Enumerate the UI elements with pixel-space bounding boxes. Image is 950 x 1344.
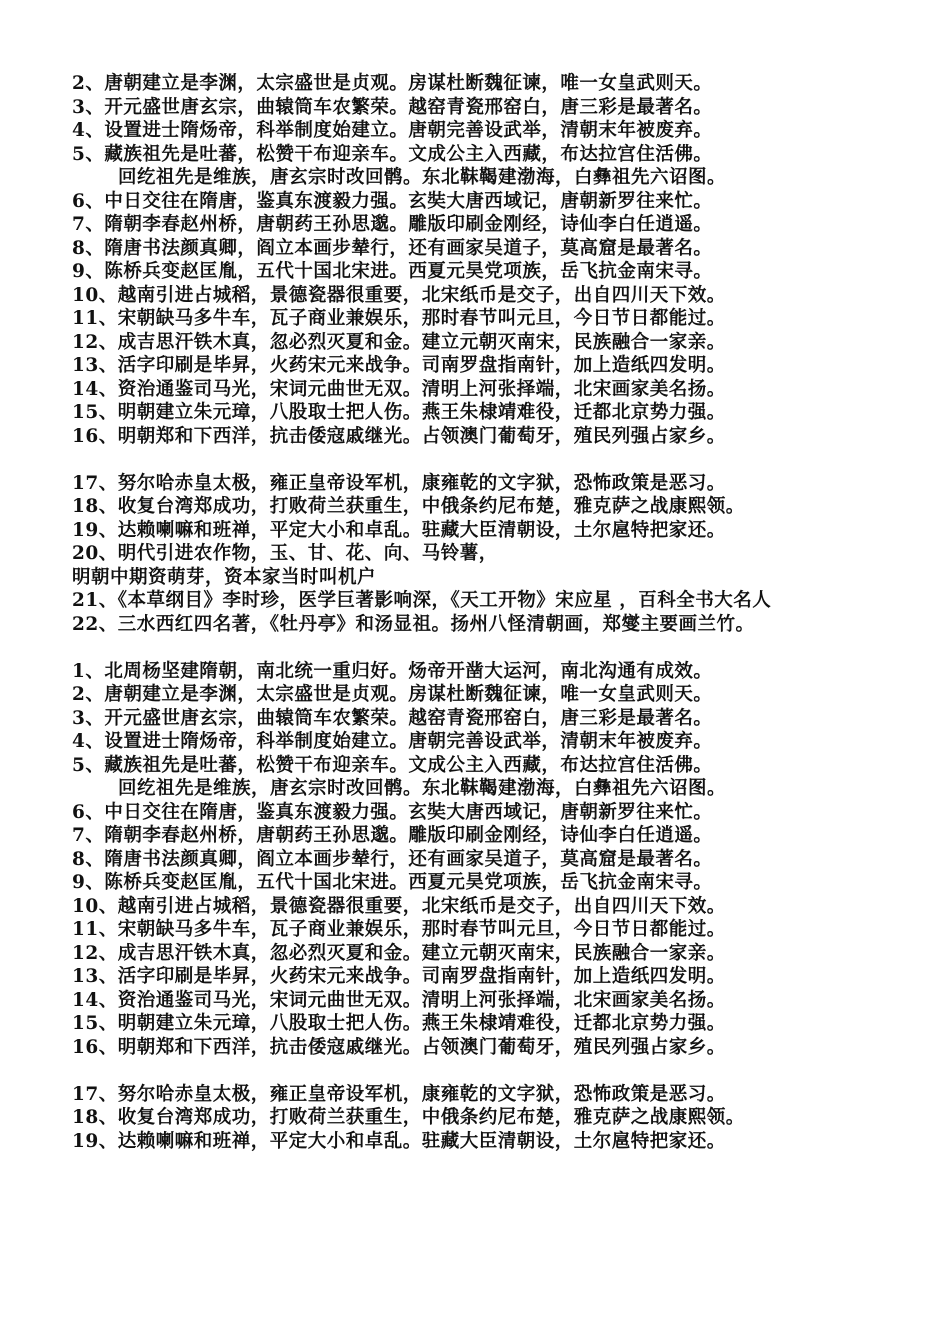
verse-line: 20、明代引进农作物，玉、甘、花、向、马铃薯， [72, 543, 498, 564]
verse-line: 2、唐朝建立是李渊，太宗盛世是贞观。房谋杜断魏征谏，唯一女皇武则天。 [72, 73, 713, 94]
verse-line: 22、三水西红四名著，《牡丹亭》和汤显祖。扬州八怪清朝画，郑燮主要画兰竹。 [72, 613, 755, 635]
verse-block-1 [72, 72, 882, 448]
verse-line: 13、活字印刷是毕昇，火药宋元来战争。司南罗盘指南针，加上造纸四发明。 [72, 355, 726, 376]
paragraph-gap [72, 448, 882, 472]
verse-line: 1、北周杨坚建隋朝，南北统一重归好。炀帝开凿大运河，南北沟通有成效。 [72, 660, 713, 682]
verse-line: 18、收复台湾郑成功，打败荷兰获重生，中俄条约尼布楚，雅克萨之战康熙领。 [72, 1107, 745, 1128]
verse-line: 11、宋朝缺马多牛车，瓦子商业兼娱乐，那时春节叫元旦，今日节日都能过。 [72, 308, 726, 329]
verse-block-4 [72, 1083, 882, 1154]
verse-line: 16、明朝郑和下西洋，抗击倭寇戚继光。占领澳门葡萄牙，殖民列强占家乡。 [72, 1036, 726, 1058]
verse-line: 4、设置进士隋炀帝，科举制度始建立。唐朝完善设武举，清朝末年被废弃。 [72, 731, 713, 752]
verse-line: 7、隋朝李春赵州桥，唐朝药王孙思邈。雕版印刷金刚经，诗仙李白任逍遥。 [72, 825, 713, 846]
verse-line: 10、越南引进占城稻，景德瓷器很重要，北宋纸币是交子，出自四川天下效。 [72, 284, 726, 306]
verse-line: 11、宋朝缺马多牛车，瓦子商业兼娱乐，那时春节叫元旦，今日节日都能过。 [72, 919, 726, 940]
verse-line: 9、陈桥兵变赵匡胤，五代十国北宋进。西夏元昊党项族，岳飞抗金南宋寻。 [72, 872, 713, 893]
verse-block-3 [72, 660, 882, 1060]
verse-line: 5、藏族祖先是吐蕃，松赞干布迎亲车。文成公主入西藏，布达拉宫住活佛。 [72, 754, 713, 776]
verse-line: 14、资治通鉴司马光，宋词元曲世无双。清明上河张择端，北宋画家美名扬。 [72, 378, 726, 400]
verse-line: 7、隋朝李春赵州桥，唐朝药王孙思邈。雕版印刷金刚经，诗仙李白任逍遥。 [72, 214, 713, 235]
verse-line: 21、《本草纲目》李时珍，医学巨著影响深，《天工开物》宋应星 ，百科全书大名人 [72, 590, 772, 611]
document-page [72, 72, 882, 1153]
paragraph-gap [72, 1059, 882, 1083]
verse-line: 明朝中期资萌芽，资本家当时叫机户 [72, 566, 377, 588]
verse-line: 3、开元盛世唐玄宗，曲辕筒车农繁荣。越窑青瓷邢窑白，唐三彩是最著名。 [72, 707, 713, 729]
verse-line: 19、达赖喇嘛和班禅，平定大小和卓乱。驻藏大臣清朝设，土尔扈特把家还。 [72, 519, 726, 541]
verse-line-continuation: 回纥祖先是维族，唐玄宗时改回鹘。东北靺鞨建渤海，白彝祖先六诏图。 [118, 167, 727, 188]
verse-line: 17、努尔哈赤皇太极，雍正皇帝设军机，康雍乾的文字狱，恐怖政策是恶习。 [72, 472, 726, 494]
verse-line: 18、收复台湾郑成功，打败荷兰获重生，中俄条约尼布楚，雅克萨之战康熙领。 [72, 496, 745, 517]
verse-line: 9、陈桥兵变赵匡胤，五代十国北宋进。西夏元昊党项族，岳飞抗金南宋寻。 [72, 261, 713, 282]
verse-line: 16、明朝郑和下西洋，抗击倭寇戚继光。占领澳门葡萄牙，殖民列强占家乡。 [72, 425, 726, 447]
verse-line: 14、资治通鉴司马光，宋词元曲世无双。清明上河张择端，北宋画家美名扬。 [72, 989, 726, 1011]
verse-line: 5、藏族祖先是吐蕃，松赞干布迎亲车。文成公主入西藏，布达拉宫住活佛。 [72, 143, 713, 165]
verse-line: 12、成吉思汗铁木真，忽必烈灭夏和金。建立元朝灭南宋，民族融合一家亲。 [72, 331, 726, 353]
verse-line: 12、成吉思汗铁木真，忽必烈灭夏和金。建立元朝灭南宋，民族融合一家亲。 [72, 942, 726, 964]
verse-line: 17、努尔哈赤皇太极，雍正皇帝设军机，康雍乾的文字狱，恐怖政策是恶习。 [72, 1083, 726, 1105]
verse-line: 13、活字印刷是毕昇，火药宋元来战争。司南罗盘指南针，加上造纸四发明。 [72, 966, 726, 987]
verse-line-continuation: 回纥祖先是维族，唐玄宗时改回鹘。东北靺鞨建渤海，白彝祖先六诏图。 [118, 778, 727, 799]
paragraph-gap [72, 636, 882, 660]
verse-line: 19、达赖喇嘛和班禅，平定大小和卓乱。驻藏大臣清朝设，土尔扈特把家还。 [72, 1130, 726, 1152]
verse-line: 8、隋唐书法颜真卿，阎立本画步辇行，还有画家吴道子，莫高窟是最著名。 [72, 848, 713, 870]
verse-block-2 [72, 472, 882, 637]
verse-line: 3、开元盛世唐玄宗，曲辕筒车农繁荣。越窑青瓷邢窑白，唐三彩是最著名。 [72, 96, 713, 118]
verse-line: 6、中日交往在隋唐，鉴真东渡毅力强。玄奘大唐西域记，唐朝新罗往来忙。 [72, 190, 713, 212]
verse-line: 2、唐朝建立是李渊，太宗盛世是贞观。房谋杜断魏征谏，唯一女皇武则天。 [72, 684, 713, 705]
verse-line: 8、隋唐书法颜真卿，阎立本画步辇行，还有画家吴道子，莫高窟是最著名。 [72, 237, 713, 259]
verse-line: 15、明朝建立朱元璋，八股取士把人伤。燕王朱棣靖难役，迁都北京势力强。 [72, 402, 726, 423]
verse-line: 6、中日交往在隋唐，鉴真东渡毅力强。玄奘大唐西域记，唐朝新罗往来忙。 [72, 801, 713, 823]
verse-line: 15、明朝建立朱元璋，八股取士把人伤。燕王朱棣靖难役，迁都北京势力强。 [72, 1013, 726, 1034]
verse-line: 4、设置进士隋炀帝，科举制度始建立。唐朝完善设武举，清朝末年被废弃。 [72, 120, 713, 141]
verse-line: 10、越南引进占城稻，景德瓷器很重要，北宋纸币是交子，出自四川天下效。 [72, 895, 726, 917]
